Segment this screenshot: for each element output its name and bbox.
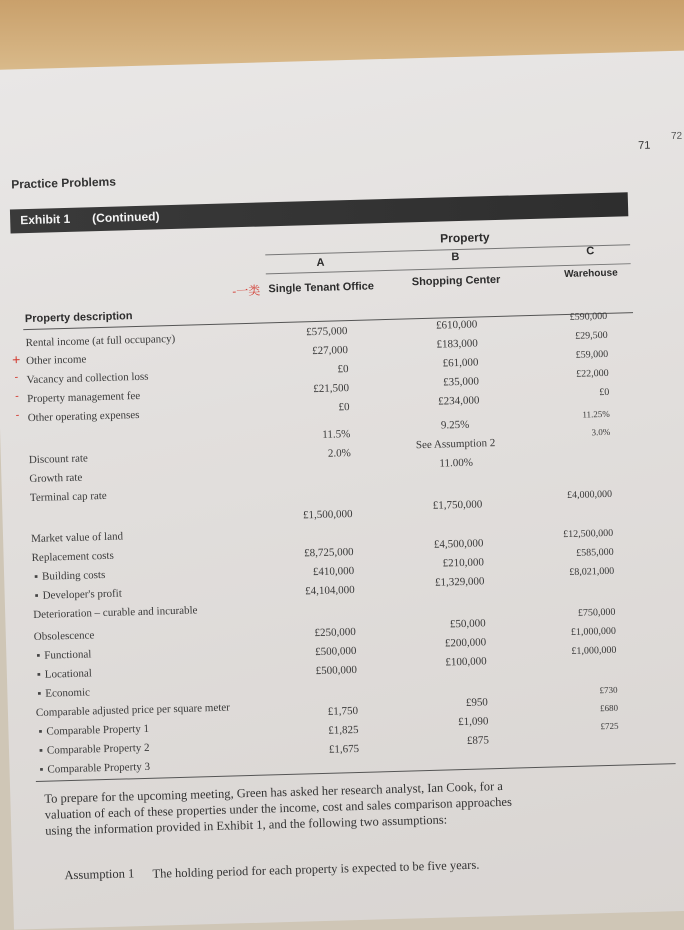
row-label-property-mgmt-fee: Property management fee bbox=[27, 389, 141, 406]
cell-c-opex: £0 bbox=[599, 386, 610, 399]
cell-b-rental: £610,000 bbox=[435, 318, 478, 332]
page-number: 71 bbox=[637, 139, 651, 152]
cell-c-deterioration: £8,021,000 bbox=[569, 565, 615, 579]
cell-c-terminal bbox=[551, 445, 611, 447]
cell-b-growth: See Assumption 2 bbox=[415, 437, 496, 452]
minus-annotation-vacancy: - bbox=[14, 371, 19, 384]
page-number-next: 72 bbox=[670, 130, 683, 143]
cell-b-functional: £50,000 bbox=[449, 617, 486, 631]
col-c-name: Warehouse bbox=[564, 267, 618, 281]
col-a-letter: A bbox=[316, 256, 325, 269]
row-label-terminal-cap: Terminal cap rate bbox=[29, 489, 107, 505]
cell-a-developer: £410,000 bbox=[312, 565, 355, 579]
cell-b-vacancy: £61,000 bbox=[442, 356, 479, 370]
row-label-deterioration: Deterioration – curable and incurable bbox=[33, 604, 198, 622]
cell-b-locational: £200,000 bbox=[444, 636, 487, 650]
cell-c-comp-3: £725 bbox=[600, 720, 619, 732]
row-label-discount-rate: Discount rate bbox=[28, 452, 89, 467]
row-label-comparable-3: ▪ Comparable Property 3 bbox=[39, 761, 150, 776]
cell-a-functional: £250,000 bbox=[314, 626, 357, 640]
row-label-developers-profit: ▪ Developer's profit bbox=[35, 588, 122, 602]
cell-c-vacancy: £59,000 bbox=[575, 348, 609, 361]
cell-a-growth: 2.0% bbox=[327, 447, 352, 460]
exhibit-continued: (Continued) bbox=[91, 209, 160, 226]
col-a-name: Single Tenant Office bbox=[268, 280, 375, 296]
cell-b-comp-3: £875 bbox=[466, 734, 490, 747]
cell-c-growth: 3.0% bbox=[591, 426, 611, 438]
section-title: Practice Problems bbox=[11, 174, 117, 192]
cell-a-discount: 11.5% bbox=[322, 428, 351, 441]
cell-c-economic: £1,000,000 bbox=[571, 644, 617, 657]
cell-b-discount: 9.25% bbox=[440, 418, 470, 432]
minus-annotation-mgmt: - bbox=[14, 390, 19, 403]
cell-b-terminal: 11.00% bbox=[439, 456, 474, 470]
cell-c-market-value: £4,000,000 bbox=[566, 488, 613, 502]
cell-c-rental: £590,000 bbox=[569, 310, 608, 323]
cell-b-developer: £210,000 bbox=[442, 556, 485, 570]
property-group-header: Property bbox=[439, 230, 490, 246]
cell-b-market-value: £1,750,000 bbox=[432, 498, 483, 512]
row-label-vacancy: Vacancy and collection loss bbox=[26, 370, 149, 387]
row-label-other-income: Other income bbox=[25, 353, 87, 368]
cell-a-deterioration: £4,104,000 bbox=[305, 584, 355, 598]
row-label-functional: ▪ Functional bbox=[36, 648, 91, 662]
book-page bbox=[0, 50, 684, 930]
cell-a-comp-1: £1,750 bbox=[327, 704, 359, 718]
plus-annotation: + bbox=[11, 351, 21, 368]
cell-a-terminal bbox=[291, 466, 351, 468]
row-label-other-opex: Other operating expenses bbox=[27, 408, 140, 425]
cell-c-discount: 11.25% bbox=[582, 408, 610, 420]
cell-a-comp-2: £1,825 bbox=[328, 723, 359, 737]
cell-a-rental: £575,000 bbox=[306, 325, 348, 339]
col-b-name: Shopping Center bbox=[411, 273, 501, 289]
cell-b-building: £4,500,000 bbox=[433, 537, 484, 551]
row-label-rental-income: Rental income (at full occupancy) bbox=[25, 332, 176, 350]
cell-c-comp-1: £730 bbox=[599, 684, 618, 696]
cell-c-building: £12,500,000 bbox=[563, 527, 614, 541]
cell-a-building: £8,725,000 bbox=[303, 546, 354, 560]
cell-c-mgmt: £22,000 bbox=[576, 367, 609, 380]
cell-b-deterioration: £1,329,000 bbox=[434, 575, 485, 589]
row-label-growth-rate: Growth rate bbox=[29, 471, 83, 486]
cell-b-economic: £100,000 bbox=[445, 655, 487, 669]
row-label-obsolescence: Obsolescence bbox=[33, 629, 95, 643]
cell-b-comp-2: £1,090 bbox=[457, 715, 489, 729]
cell-b-other-income: £183,000 bbox=[436, 337, 478, 351]
cell-b-opex: £234,000 bbox=[438, 394, 480, 408]
cell-c-developer: £585,000 bbox=[576, 546, 614, 559]
cell-a-comp-3: £1,675 bbox=[328, 742, 360, 756]
cell-c-functional: £750,000 bbox=[577, 606, 616, 619]
assumption-label: Assumption 1 bbox=[64, 866, 135, 883]
cell-a-locational: £500,000 bbox=[314, 644, 357, 659]
body-paragraph: To prepare for the upcoming meeting, Green has asked her research analyst, Ian Cook, for a valuation of each of these properties under the income, cost and sales comparison approaches using the information provided in Exhibit 1, and the following two assumptions: bbox=[44, 778, 513, 838]
col-c-letter: C bbox=[586, 245, 595, 258]
row-label-locational: ▪ Locational bbox=[37, 667, 92, 681]
assumption-text: The holding period for each property is expected to be five years. bbox=[152, 857, 480, 881]
row-label-comparable-2: ▪ Comparable Property 2 bbox=[39, 742, 150, 757]
cell-a-vacancy: £0 bbox=[337, 363, 349, 376]
cell-a-opex: £0 bbox=[338, 401, 350, 414]
row-label-building-costs: ▪ Building costs bbox=[34, 569, 105, 583]
minus-annotation-other: - bbox=[15, 409, 20, 422]
row-label-replacement-costs: Replacement costs bbox=[31, 549, 114, 565]
col-b-letter: B bbox=[451, 250, 460, 264]
cell-c-other-income: £29,500 bbox=[575, 329, 608, 342]
handwritten-note: -一类 bbox=[232, 283, 261, 299]
cell-b-comp-1: £950 bbox=[465, 696, 489, 709]
exhibit-label: Exhibit 1 bbox=[20, 211, 71, 228]
cell-a-mgmt: £21,500 bbox=[313, 382, 350, 396]
cell-c-locational: £1,000,000 bbox=[570, 625, 617, 638]
row-label-market-value: Market value of land bbox=[30, 530, 124, 546]
row-label-economic: ▪ Economic bbox=[37, 686, 90, 699]
row-label-comparable-price: Comparable adjusted price per square meter bbox=[35, 701, 231, 719]
cell-a-economic: £500,000 bbox=[315, 663, 358, 678]
cell-b-mgmt: £35,000 bbox=[442, 375, 480, 389]
cell-a-market-value: £1,500,000 bbox=[302, 508, 353, 522]
cell-a-other-income: £27,000 bbox=[312, 344, 349, 358]
row-header-property-description: Property description bbox=[24, 310, 133, 326]
row-label-comparable-1: ▪ Comparable Property 1 bbox=[38, 723, 149, 738]
cell-c-comp-2: £680 bbox=[599, 702, 619, 714]
